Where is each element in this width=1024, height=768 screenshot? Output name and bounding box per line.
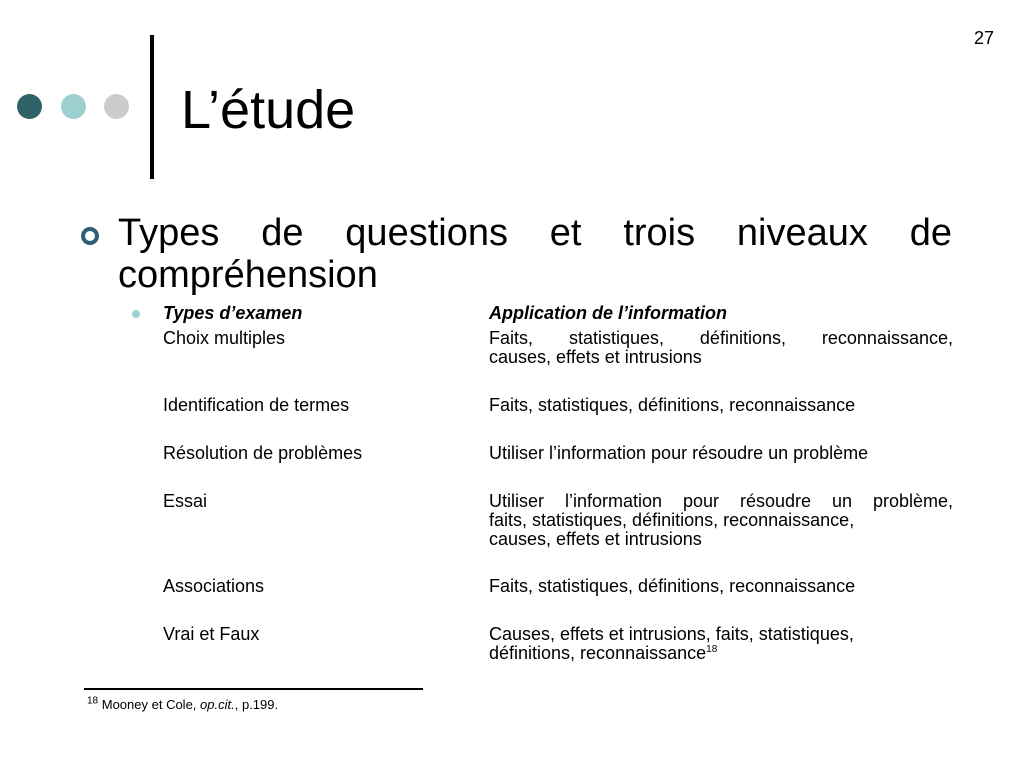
application-line: Utiliser l’information pour résoudre un problème [489,443,869,463]
application-line: Causes, effets et intrusions, faits, statistiques, [489,624,854,644]
table-row-application [489,396,953,415]
main-bullet-text: Types de questions et trois niveaux de compréhension [118,212,952,296]
application-line: Utiliser l’information pour résoudre un problème, [489,491,953,511]
table-row-application [489,444,953,463]
table-row-type: Associations [163,576,265,596]
footnote-authors: Mooney et Cole, [101,697,197,712]
table-row-type: Vrai et Faux [163,624,260,644]
application-line: Faits, statistiques, définitions, reconnaissance [489,576,856,596]
page-title: L’étude [181,80,356,140]
table-header-application: Application de l’information [489,303,727,323]
application-line-text: définitions, reconnaissance [489,643,707,663]
application-line: causes, effets et intrusions [489,347,702,367]
footnote-reference: op.cit. [200,697,235,712]
decorative-dot-grey [104,94,129,119]
table-header-types: Types d’examen [163,303,303,323]
decorative-dot-teal [61,94,86,119]
table-row-application [489,577,953,596]
table-row-type: Identification de termes [163,395,350,415]
table-row-type: Essai [163,491,208,511]
application-line: Faits, statistiques, définitions, reconnaissance, [489,328,953,348]
table-row-application [489,329,953,367]
slide-number: 27 [973,28,994,48]
title-divider [150,35,154,179]
footnote-page: , p.199. [234,697,279,712]
application-line [489,644,953,663]
table-row-application [489,625,953,663]
footnote [87,697,278,713]
table-row-application [489,492,953,549]
main-bullet-marker [81,227,99,245]
table-row-type: Résolution de problèmes [163,443,363,463]
footnote-rule [84,688,423,690]
application-line: causes, effets et intrusions [489,529,702,549]
table-row-type: Choix multiples [163,328,286,348]
footnote-number: 18 [87,695,99,707]
application-line: Faits, statistiques, définitions, reconnaissance [489,395,856,415]
decorative-dot-dark [17,94,42,119]
application-line: faits, statistiques, définitions, reconnaissance, [489,510,855,530]
sub-bullet-marker [132,310,140,318]
footnote-ref: 18 [706,644,718,655]
